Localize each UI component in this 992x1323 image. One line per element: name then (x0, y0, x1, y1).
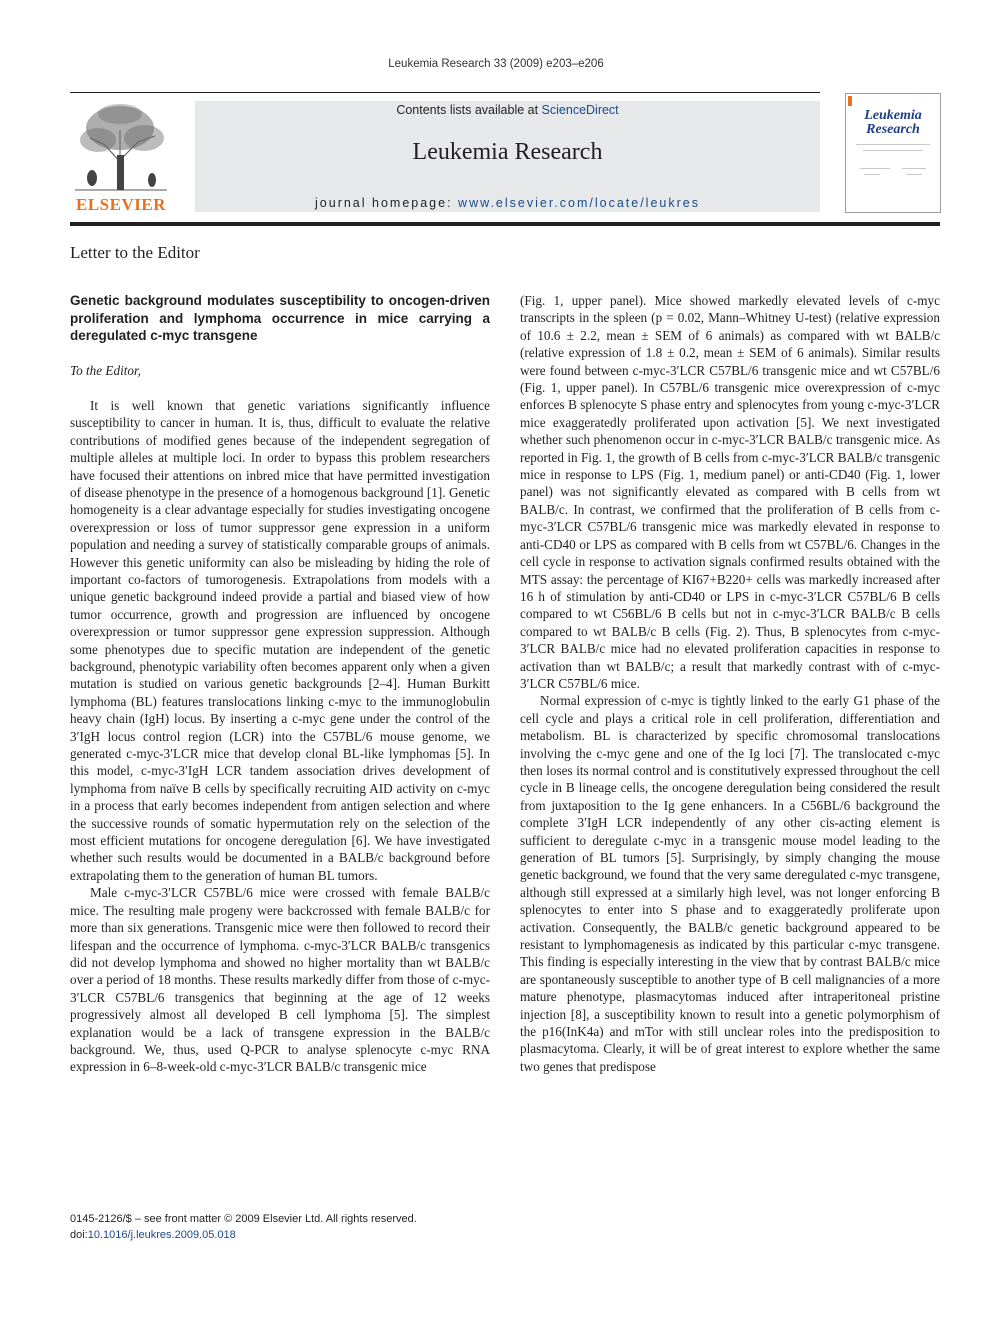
journal-cover-thumbnail (845, 93, 941, 213)
publisher-name: ELSEVIER (76, 195, 166, 214)
body-paragraph: Normal expression of c-myc is tightly linked to the early G1 phase of the cell cycle and plays a critical role in cell proliferation, differentiation and metabolism. BL is characterized by specific chromosomal translocations involving the c-myc gene and one of the Ig loci [7]. The translocated c-myc then loses its normal control and is constitutively expressed throughout the cell cycle in B lineage cells, the oncogene deregulation being considered the result from juxtaposition to the Ig gene enhancers. In a C56BL/6 background the complete 3′IgH LCR independently of any other cis-acting element is sufficient to deregulate c-myc in a transgenic mouse model leading to the generation of BL tumors [5]. Surprisingly, by simply changing the mouse genetic background, we found that the very same deregulated c-myc transgene, although still expressed at a similarly high level, was not longer enforcing B splenocytes to enter into S phase and to exaggeratedly proliferate upon activation. Consequently, the BALB/c genetic background appeared to be resistant to lymphomagenesis as indicated by this particular c-myc transgene. This finding is especially interesting in the view that by contrast BALB/c mice are spontaneously susceptible to another type of B cell malignancies of a more mature phenotype, plasmacytomas induced after intraperitoneal pristine injection [8], a susceptibility known to result into a genetic polymorphism of the p16(InK4a) and mTor with still unclear roles into the predisposition to plasmacytoma. Clearly, it will be of great interest to explore whether the same two genes that predispose (520, 693, 940, 1074)
copyright-line: 0145-2126/$ – see front matter © 2009 Elsevier Ltd. All rights reserved. (70, 1213, 417, 1225)
body-paragraph: It is well known that genetic variations significantly influence susceptibility to cancer in human. It is, thus, difficult to evaluate the relative contributions of modified genes because of the independent segregation of multiple alleles at multiple loci. In order to bypass this problem researchers have focused their attentions on inbred mice that have permitted investigation of disease phenotype in the presence of a homogenous background [1]. Genetic homogeneity is a clear advantage especially for studies investigating oncogene overexpression or loss of tumor suppressor gene expression in a uniform population and needing a survey of statistically comparable groups of animals. However this genetic uniformity can also be misleading by hiding the role of important co-factors of tumorogenesis. Extrapolations from models with a unique genetic background indeed provide a partial and biased view of how tumor occurrence, growth and progression are influenced by oncogene overexpression or tumor suppressor gene expression suppression. Although some phenotypes due to specific mutation are independent of the genetic background, phenotypic variability often becomes apparent only when a given mutation is studied on various genetic backgrounds [2–4]. Human Burkitt lymphoma (BL) features translocations linking c-myc to the immunoglobulin heavy chain (IgH) locus. By inserting a c-myc gene under the control of the 3′IgH locus control region (LCR) into the C57BL/6 mouse genome, we generated c-myc-3′LCR mice that develop clonal BL-like lymphomas [5]. In this model, c-myc-3′IgH LCR tandem association drives development of lymphoma from naïve B cells by specifically recruiting AID activity on c-myc in a process that early becomes independent from antigen selection and where the successive rounds of somatic hypermutation rely on the selection of the most efficient mutations for oncogene deregulation [6]. We have investigated whether such results would be documented in a BALB/c background before extrapolating them to the generation of human BL tumors. (70, 397, 490, 883)
cover-divider (864, 174, 880, 175)
cover-divider (863, 150, 923, 151)
cover-accent (848, 96, 852, 106)
cover-title-line2: Research (866, 122, 920, 137)
doi-line (70, 1227, 417, 1243)
journal-masthead (195, 101, 820, 212)
contents-line (195, 103, 820, 117)
homepage-link[interactable]: www.elsevier.com/locate/leukres (458, 196, 700, 210)
section-label: Letter to the Editor (70, 243, 200, 262)
journal-name: Leukemia Research (412, 139, 603, 165)
sciencedirect-link[interactable]: ScienceDirect (541, 103, 619, 117)
salutation: To the Editor, (70, 362, 141, 378)
homepage-prefix: journal homepage: (315, 196, 459, 210)
doi-link[interactable]: 10.1016/j.leukres.2009.05.018 (87, 1229, 236, 1241)
header-rule (70, 92, 820, 93)
running-head: Leukemia Research 33 (2009) e203–e206 (388, 58, 604, 70)
cover-divider (906, 174, 922, 175)
left-column (70, 292, 490, 1076)
tree-icon (70, 100, 172, 195)
masthead-rule (70, 222, 940, 226)
body-paragraph: (Fig. 1, upper panel). Mice showed markedly elevated levels of c-myc transcripts in the spleen (p = 0.02, Mann–Whitney U-test) (relative expression of 10.6 ± 2.2, mean ± SEM of 6 animals) as compared with wt BALB/c (relative expression of 1.8 ± 0.2, mean ± SEM of 6 animals). Similar results were found between c-myc-3′LCR C57BL/6 transgenic mice and wt C57BL/6 (Fig. 1, upper panel). In C57BL/6 transgenic mice overexpression of c-myc enforces B splenocyte S phase entry and splenocytes from young c-myc-3′LCR mice exaggeratedly proliferated upon activation [5]. We next investigated whether such phenomenon occur in c-myc-3′LCR BALB/c transgenic mice. As reported in Fig. 1, the growth of B cells from c-myc-3′LCR BALB/c transgenic mice in response to LPS (Fig. 1, medium panel) or anti-CD40 (Fig. 1, lower panel) was not significantly elevated as compared with B cells from wt BALB/c. In contrast, we confirmed that the proliferation of B cells from c-myc-3′LCR C57BL/6 transgenic mice was markedly elevated in response to anti-CD40 or LPS as compared with B cells from wt C57BL/6. Changes in the cell cycle in response to activation signals confirmed results obtained with the MTS assay: the percentage of KI67+B220+ cells was markedly increased after 16 h of stimulation by anti-CD40 or LPS in c-myc-3′LCR C57BL/6 B cells compared to wt C56BL/6 B cells but not in c-myc-3′LCR BALB/c B cells compared to wt BALB/c B cells (Fig. 2). Thus, B splenocytes from c-myc-3′LCR BALB/c mice had no elevated proliferation capacities in response to activation than wt BALB/c; a result that markedly contrast with of c-myc-3′LCR C57BL/6 mice. (520, 293, 940, 691)
cover-divider (860, 168, 890, 169)
journal-homepage (195, 196, 820, 210)
right-column (520, 292, 940, 1075)
article-title: Genetic background modulates susceptibility to oncogen-driven proliferation and lymphoma occurrence in mice carrying a deregulated c-myc transgene (70, 293, 490, 343)
cover-title-line1: Leukemia (864, 108, 922, 123)
elsevier-logo (70, 100, 188, 214)
cover-divider (856, 144, 930, 145)
cover-divider (902, 168, 926, 169)
doi-prefix: doi: (70, 1229, 88, 1241)
contents-prefix: Contents lists available at (396, 103, 542, 117)
footer (70, 1211, 417, 1243)
body-paragraph: Male c-myc-3′LCR C57BL/6 mice were crossed with female BALB/c mice. The resulting male progeny were backcrossed with female BALB/c for more than six generations. Transgenic mice were then followed to record their lifespan and the occurrence of lymphoma. c-myc-3′LCR BALB/c transgenics did not develop lymphoma and showed no higher mortality than wt BALB/c over a period of 18 months. These results markedly differ from those of c-myc-3′LCR C57BL/6 transgenics that beginning at the age of 12 weeks progressively almost all developed B cell lymphoma [5]. The simplest explanation would be a lack of transgene expression in the BALB/c background. We, thus, used Q-PCR to analyse splenocyte c-myc RNA expression in 6–8-week-old c-myc-3′LCR BALB/c transgenic mice (70, 885, 490, 1075)
